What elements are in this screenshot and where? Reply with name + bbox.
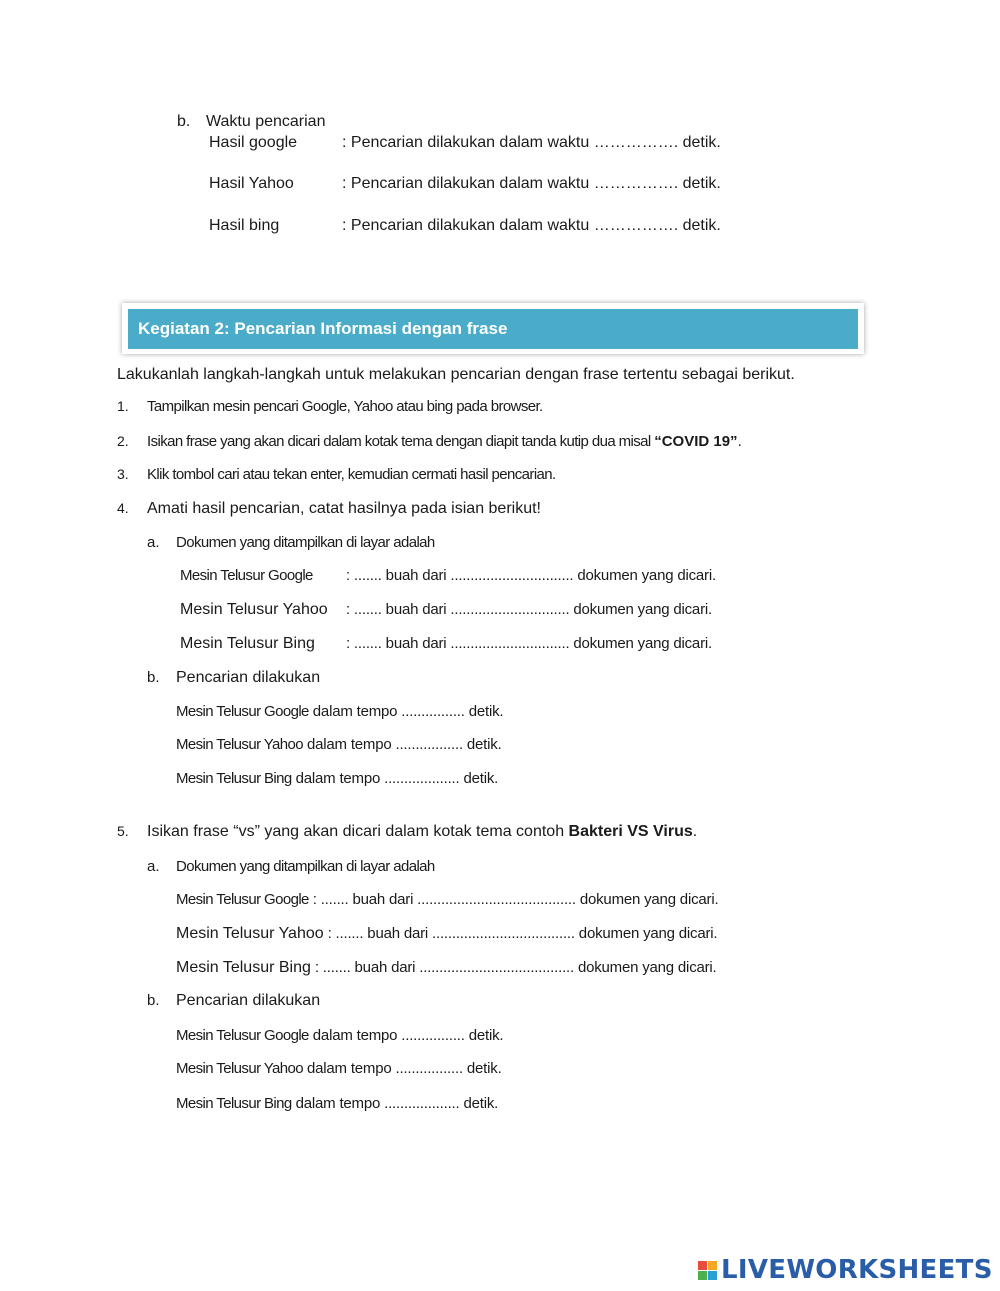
s4a-label-google: Mesin Telusur Google [180, 567, 313, 584]
s5b-text-bing: dalam tempo ................... detik. [291, 1095, 499, 1112]
s5a-text-yahoo: : ....... buah dari .................................... dokumen yang dicari. [323, 925, 718, 942]
logo-blocks-icon [698, 1261, 717, 1280]
step-5-line [147, 823, 697, 841]
s5a-label-yahoo: Mesin Telusur Yahoo [176, 925, 324, 942]
s4b-text-bing: dalam tempo ................... detik. [291, 770, 499, 787]
step-4b-marker: b. [147, 669, 160, 686]
s5b-label-bing: Mesin Telusur Bing [176, 1095, 292, 1112]
step-1-number: 1. [117, 398, 129, 414]
s5a-label-bing: Mesin Telusur Bing [176, 959, 311, 976]
s4b-label-google: Mesin Telusur Google [176, 703, 309, 720]
s5b-row-bing [176, 1095, 498, 1112]
s5a-row-yahoo [176, 925, 717, 943]
s4b-row-bing [176, 770, 498, 787]
step-4-number: 4. [117, 500, 129, 516]
s4b-row-google [176, 703, 503, 720]
step-3-number: 3. [117, 466, 129, 482]
section-b-marker: b. [177, 113, 191, 130]
step-2-number: 2. [117, 433, 129, 449]
activity-banner [122, 303, 864, 354]
step-4a-title: Dokumen yang ditampilkan di layar adalah [176, 534, 435, 551]
s4b-text-yahoo: dalam tempo ................. detik. [303, 736, 502, 753]
step-5b-marker: b. [147, 992, 160, 1009]
step-3-text: Klik tombol cari atau tekan enter, kemudian cermati hasil pencarian. [147, 466, 556, 483]
step-2-period: . [737, 433, 742, 450]
s5a-text-bing: : ....... buah dari ....................................... dokumen yang dicari. [310, 959, 717, 976]
step-5-period: . [692, 823, 698, 840]
step-5b-title: Pencarian dilakukan [176, 992, 321, 1009]
section-b-title: Waktu pencarian [206, 113, 326, 130]
step-4b-title: Pencarian dilakukan [176, 669, 321, 686]
s4a-text-bing: : ....... buah dari .............................. dokumen yang dicari. [346, 635, 712, 652]
intro-text: Lakukanlah langkah-langkah untuk melakukan pencarian dengan frase tertentu sebagai berikut. [117, 366, 795, 383]
step-1-text: Tampilkan mesin pencari Google, Yahoo atau bing pada browser. [147, 398, 543, 415]
step-4a-marker: a. [147, 534, 160, 551]
s5a-label-google: Mesin Telusur Google [176, 891, 309, 908]
s5a-row-google [176, 891, 718, 908]
s4a-text-google: : ....... buah dari ............................... dokumen yang dicari. [346, 567, 716, 584]
step-5-number: 5. [117, 823, 129, 839]
s5b-row-yahoo [176, 1060, 502, 1077]
result-text-google: : Pencarian dilakukan dalam waktu ……………. detik. [342, 134, 721, 151]
s4b-label-yahoo: Mesin Telusur Yahoo [176, 736, 304, 753]
step-5-text: Isikan frase “vs” yang akan dicari dalam kotak tema contoh [147, 823, 569, 840]
result-label-bing: Hasil bing [209, 217, 280, 234]
s5b-text-google: dalam tempo ................ detik. [308, 1027, 504, 1044]
result-text-bing: : Pencarian dilakukan dalam waktu ……………. detik. [342, 217, 721, 234]
result-text-yahoo: : Pencarian dilakukan dalam waktu ……………. detik. [342, 175, 721, 192]
step-2-line [147, 433, 741, 450]
s5b-label-google: Mesin Telusur Google [176, 1027, 309, 1044]
s5a-row-bing [176, 959, 717, 977]
step-5-example: Bakteri VS Virus [568, 823, 693, 840]
activity-title: Kegiatan 2: Pencarian Informasi dengan frase [128, 309, 858, 349]
liveworksheets-logo[interactable] [698, 1255, 993, 1285]
s5a-text-google: : ....... buah dari ........................................ dokumen yang dicari. [308, 891, 719, 908]
step-4-text: Amati hasil pencarian, catat hasilnya pada isian berikut! [147, 500, 541, 517]
s5b-label-yahoo: Mesin Telusur Yahoo [176, 1060, 304, 1077]
logo-text: LIVEWORKSHEETS [721, 1255, 993, 1285]
s4a-text-yahoo: : ....... buah dari .............................. dokumen yang dicari. [346, 601, 712, 618]
s4b-row-yahoo [176, 736, 502, 753]
result-label-yahoo: Hasil Yahoo [209, 175, 294, 192]
s4a-label-yahoo: Mesin Telusur Yahoo [180, 601, 328, 618]
s4a-label-bing: Mesin Telusur Bing [180, 635, 315, 652]
s4b-text-google: dalam tempo ................ detik. [308, 703, 504, 720]
s4b-label-bing: Mesin Telusur Bing [176, 770, 292, 787]
step-5a-title: Dokumen yang ditampilkan di layar adalah [176, 858, 435, 875]
step-2-example: “COVID 19” [654, 433, 738, 450]
step-5a-marker: a. [147, 858, 160, 875]
result-label-google: Hasil google [209, 134, 298, 151]
s5b-row-google [176, 1027, 503, 1044]
s5b-text-yahoo: dalam tempo ................. detik. [303, 1060, 502, 1077]
step-2-text: Isikan frase yang akan dicari dalam kotak tema dengan diapit tanda kutip dua misal [147, 433, 655, 450]
